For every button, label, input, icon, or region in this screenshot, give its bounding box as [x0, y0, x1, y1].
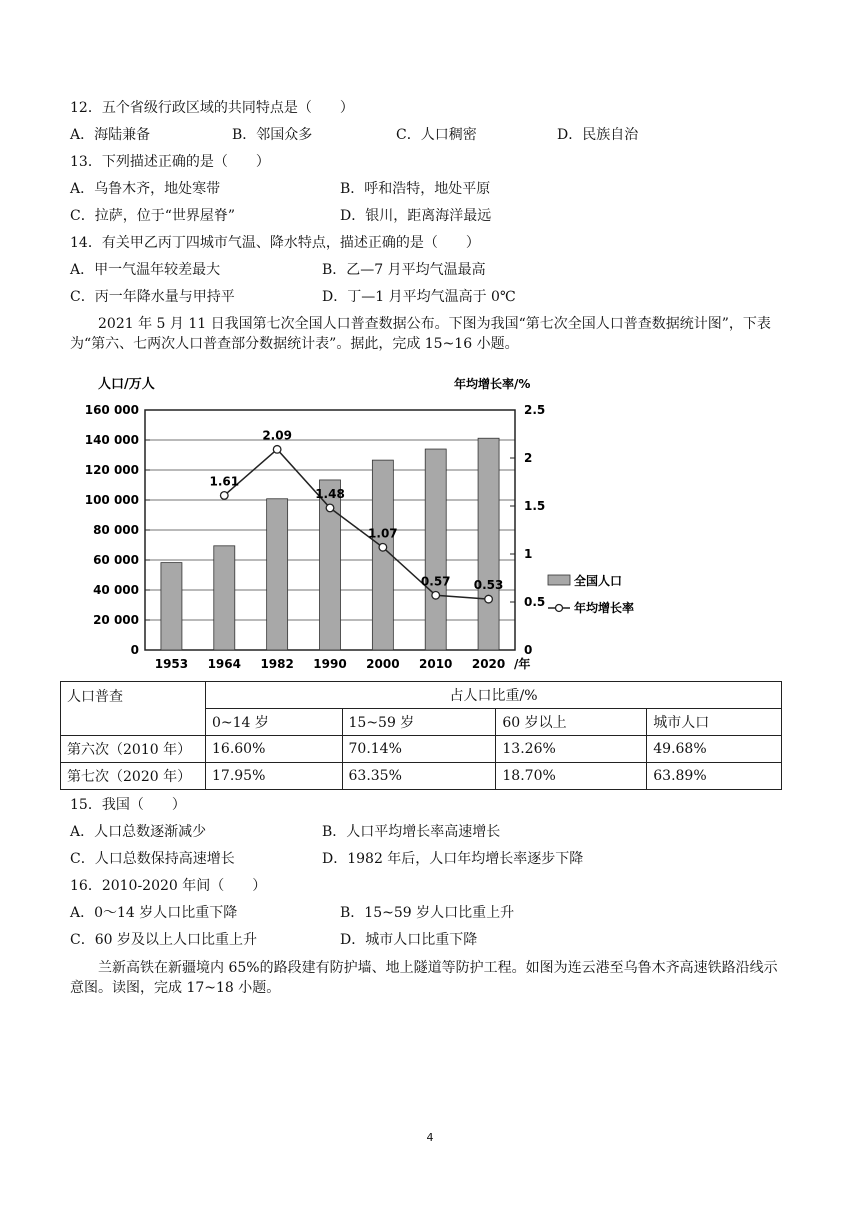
legend-bar-swatch: [548, 575, 570, 585]
y-tick-label: 20 000: [93, 613, 139, 627]
table-header-census: 人口普查: [61, 682, 206, 736]
growth-rate-label: 1.48: [315, 486, 345, 501]
q16-option-b: B．15~59 岁人口比重上升: [340, 905, 515, 921]
legend-bar-label: 全国人口: [574, 574, 623, 588]
q13-option-d: D．银川，距离海洋最远: [340, 208, 492, 224]
table-col-header: 60 岁以上: [496, 709, 647, 736]
table-cell: 70.14%: [342, 736, 496, 763]
growth-rate-label: 0.57: [420, 574, 451, 589]
y-tick-label: 120 000: [84, 463, 139, 477]
growth-rate-label: 1.07: [368, 526, 398, 541]
q16-stem: 16．2010-2020 年间（ ）: [70, 878, 267, 894]
q12-option-c: C．人口稠密: [396, 127, 477, 143]
population-bar: [161, 563, 182, 650]
y2-tick-label: 0: [524, 643, 533, 657]
y-tick-label: 40 000: [93, 583, 139, 597]
population-bar: [372, 460, 393, 650]
intro-text: 兰新高铁在新疆境内 65%的路段建有防护墙、地上隧道等防护工程。如图为连云港至乌鲁木齐高速铁路沿线示意图。读图，完成 17~18 小题。: [70, 960, 778, 996]
q14-option-b: B．乙—7 月平均气温最高: [322, 262, 486, 278]
x-tick-label: 1982: [260, 657, 294, 671]
q12-option-d: D．民族自治: [557, 127, 639, 143]
growth-rate-label: 1.61: [209, 474, 240, 489]
growth-rate-point: [379, 543, 387, 551]
q13-option-a: A．乌鲁木齐，地处寒带: [70, 181, 221, 197]
q12-option-a: A．海陆兼备: [70, 127, 151, 143]
q14-option-a: A．甲一气温年较差最大: [70, 262, 221, 278]
q16-option-a: A．0～14 岁人口比重下降: [70, 905, 238, 921]
table-row-label: 第七次（2020 年）: [61, 763, 206, 790]
population-chart: [60, 370, 635, 676]
table-row: [61, 736, 782, 763]
growth-rate-point: [220, 492, 228, 500]
table-col-header: 15~59 岁: [342, 709, 496, 736]
population-bar: [267, 499, 288, 650]
table-cell: 49.68%: [647, 736, 782, 763]
table-row: [61, 763, 782, 790]
legend-line-label: 年均增长率: [574, 601, 635, 615]
q15-option-b: B．人口平均增长率高速增长: [322, 824, 501, 840]
y-tick-label: 140 000: [84, 433, 139, 447]
x-tick-label: 2000: [366, 657, 400, 671]
table-cell: 18.70%: [496, 763, 647, 790]
x-axis-unit: /年: [514, 657, 531, 671]
growth-rate-point: [326, 504, 334, 512]
q15-option-a: A．人口总数逐渐减少: [70, 824, 207, 840]
y-tick-label: 0: [130, 643, 139, 657]
growth-rate-point: [485, 595, 493, 603]
y-tick-label: 100 000: [84, 493, 139, 507]
intro-paragraph-railway: [70, 958, 786, 998]
table-col-header: 城市人口: [647, 709, 782, 736]
page-number: 4: [426, 1131, 434, 1144]
chart-legend: [548, 573, 634, 615]
growth-rate-point: [432, 591, 440, 599]
q16-option-d: D．城市人口比重下降: [340, 932, 478, 948]
table-cell: 63.35%: [342, 763, 496, 790]
y-tick-label: 80 000: [93, 523, 139, 537]
population-bar: [425, 449, 446, 650]
intro-text: 2021 年 5 月 11 日我国第七次全国人口普查数据公布。下图为我国“第七次全国人口普查数据统计图”，下表为“第六、七两次人口普查部分数据统计表”。据此，完成 15~16 小题。: [70, 316, 771, 352]
table-header-row-1: [61, 682, 782, 709]
table-cell: 17.95%: [206, 763, 343, 790]
growth-rate-point: [273, 446, 281, 454]
q15-option-c: C．人口总数保持高速增长: [70, 851, 235, 867]
q13-option-c: C．拉萨，位于“世界屋脊”: [70, 208, 236, 224]
census-table: [60, 681, 782, 790]
population-bar: [214, 546, 235, 650]
y-axis-label: 人口/万人: [98, 377, 155, 392]
q14-option-d: D．丁—1 月平均气温高于 0℃: [322, 289, 516, 305]
q14-option-c: C．丙一年降水量与甲持平: [70, 289, 235, 305]
x-tick-label: 1990: [313, 657, 347, 671]
x-tick-label: 2010: [419, 657, 453, 671]
q14-stem: 14．有关甲乙丙丁四城市气温、降水特点，描述正确的是（ ）: [70, 235, 480, 251]
q16-option-c: C．60 岁及以上人口比重上升: [70, 932, 257, 948]
growth-rate-label: 2.09: [262, 428, 292, 443]
y2-tick-label: 0.5: [524, 595, 546, 609]
table-cell: 13.26%: [496, 736, 647, 763]
y2-tick-label: 2: [524, 451, 533, 465]
table-header-share: 占人口比重/%: [206, 682, 782, 709]
table-cell: 63.89%: [647, 763, 782, 790]
y-tick-label: 160 000: [84, 403, 139, 417]
table-cell: 16.60%: [206, 736, 343, 763]
x-tick-label: 1964: [207, 657, 241, 671]
legend-line-marker: [556, 605, 563, 612]
y-tick-label: 60 000: [93, 553, 139, 567]
intro-paragraph-census: [70, 314, 786, 354]
x-tick-label: 1953: [154, 657, 189, 671]
table-col-header: 0~14 岁: [206, 709, 343, 736]
y2-tick-label: 2.5: [524, 403, 546, 417]
q15-option-d: D．1982 年后，人口年均增长率逐步下降: [322, 851, 584, 867]
q15-stem: 15．我国（ ）: [70, 797, 186, 813]
growth-rate-label: 0.53: [473, 578, 504, 593]
x-tick-label: 2020: [471, 657, 506, 671]
table-row-label: 第六次（2010 年）: [61, 736, 206, 763]
y2-tick-label: 1.5: [524, 499, 546, 513]
q12-option-b: B．邻国众多: [232, 127, 313, 143]
q13-stem: 13．下列描述正确的是（ ）: [70, 154, 270, 170]
y2-axis-label: 年均增长率/%: [454, 377, 531, 391]
q13-option-b: B．呼和浩特，地处平原: [340, 181, 491, 197]
y2-tick-label: 1: [524, 547, 533, 561]
q12-stem: 12．五个省级行政区域的共同特点是（ ）: [70, 100, 354, 116]
population-bar: [478, 438, 499, 650]
